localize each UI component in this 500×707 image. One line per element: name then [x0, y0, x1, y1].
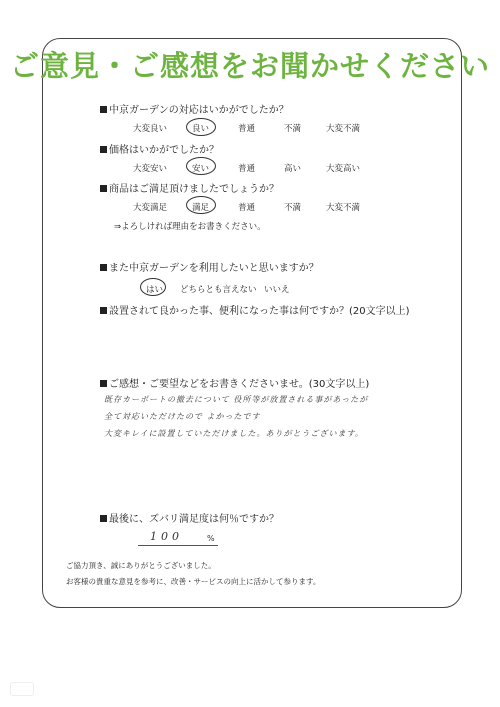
question-4 — [100, 259, 319, 274]
question-1 — [100, 101, 289, 116]
question-6-text: ご感想・ご要望などをお書きくださいませ。(30文字以上) — [109, 379, 370, 390]
q4-option-1: はい — [146, 285, 164, 295]
satisfaction-answer: 100 — [150, 530, 183, 543]
question-2-text: 価格はいかがでしたか？ — [109, 145, 219, 156]
q3-option-2: 満足 — [192, 203, 210, 213]
answer-underline — [138, 545, 218, 546]
q3-option-4: 不満 — [284, 203, 302, 213]
reason-prompt: ⇒よろしければ理由をお書きください。 — [114, 222, 266, 232]
bullet-square-icon — [100, 380, 107, 387]
q2-option-3: 普通 — [238, 164, 256, 174]
q1-option-4: 不満 — [284, 124, 302, 134]
q2-option-2: 安い — [192, 164, 210, 174]
survey-title: ご意見・ご感想をお聞かせください — [9, 49, 490, 83]
q3-option-5: 大変不満 — [326, 203, 361, 213]
question-5 — [100, 302, 410, 317]
bullet-square-icon — [100, 264, 107, 271]
q2-option-1: 大変安い — [133, 164, 168, 174]
selected-circle-mark — [186, 118, 216, 136]
question-3-text: 商品はご満足頂けましたでしょうか？ — [109, 184, 279, 195]
q1-option-1: 大変良い — [133, 124, 168, 134]
question-3 — [100, 180, 279, 195]
q3-option-1: 大変満足 — [133, 203, 168, 213]
question-5-text: 設置されて良かった事、便利になった事は何ですか？(20文字以上) — [109, 306, 410, 317]
handwritten-answer-line: 大変キレイに設置していただけました。ありがとうございます。 — [104, 429, 364, 438]
question-7-text: 最後に、ズバリ満足度は何％ですか？ — [109, 514, 279, 525]
question-2 — [100, 141, 219, 156]
bullet-square-icon — [100, 307, 107, 314]
bullet-square-icon — [100, 185, 107, 192]
q2-option-4: 高い — [284, 164, 302, 174]
page-corner-mark — [10, 682, 34, 696]
q4-option-2: どちらとも言えない — [180, 285, 257, 295]
handwritten-answer-line: 既存カーポートの撤去について 役所等が放置される事があったが — [104, 395, 369, 404]
footer-thanks: ご協力頂き、誠にありがとうございました。 — [66, 561, 216, 570]
question-7 — [100, 510, 279, 525]
bullet-square-icon — [100, 146, 107, 153]
question-4-text: また中京ガーデンを利用したいと思いますか？ — [109, 263, 319, 274]
bullet-square-icon — [100, 106, 107, 113]
q4-option-3: いいえ — [264, 285, 290, 295]
selected-circle-mark — [186, 157, 216, 175]
q1-option-3: 普通 — [238, 124, 256, 134]
question-6 — [100, 375, 369, 390]
selected-circle-mark — [186, 196, 216, 214]
q1-option-5: 大変不満 — [326, 124, 361, 134]
footer-note: お客様の貴重な意見を参考に、改善・サービスの向上に活かして参ります。 — [66, 577, 321, 586]
handwritten-answer-line: 全て対応いただけたので よかったです — [104, 412, 261, 421]
q3-option-3: 普通 — [238, 203, 256, 213]
q1-option-2: 良い — [192, 124, 210, 134]
question-1-text: 中京ガーデンの対応はいかがでしたか？ — [109, 105, 289, 116]
percent-unit: % — [207, 534, 215, 543]
selected-circle-mark — [140, 278, 166, 296]
q2-option-5: 大変高い — [326, 164, 361, 174]
bullet-square-icon — [100, 515, 107, 522]
